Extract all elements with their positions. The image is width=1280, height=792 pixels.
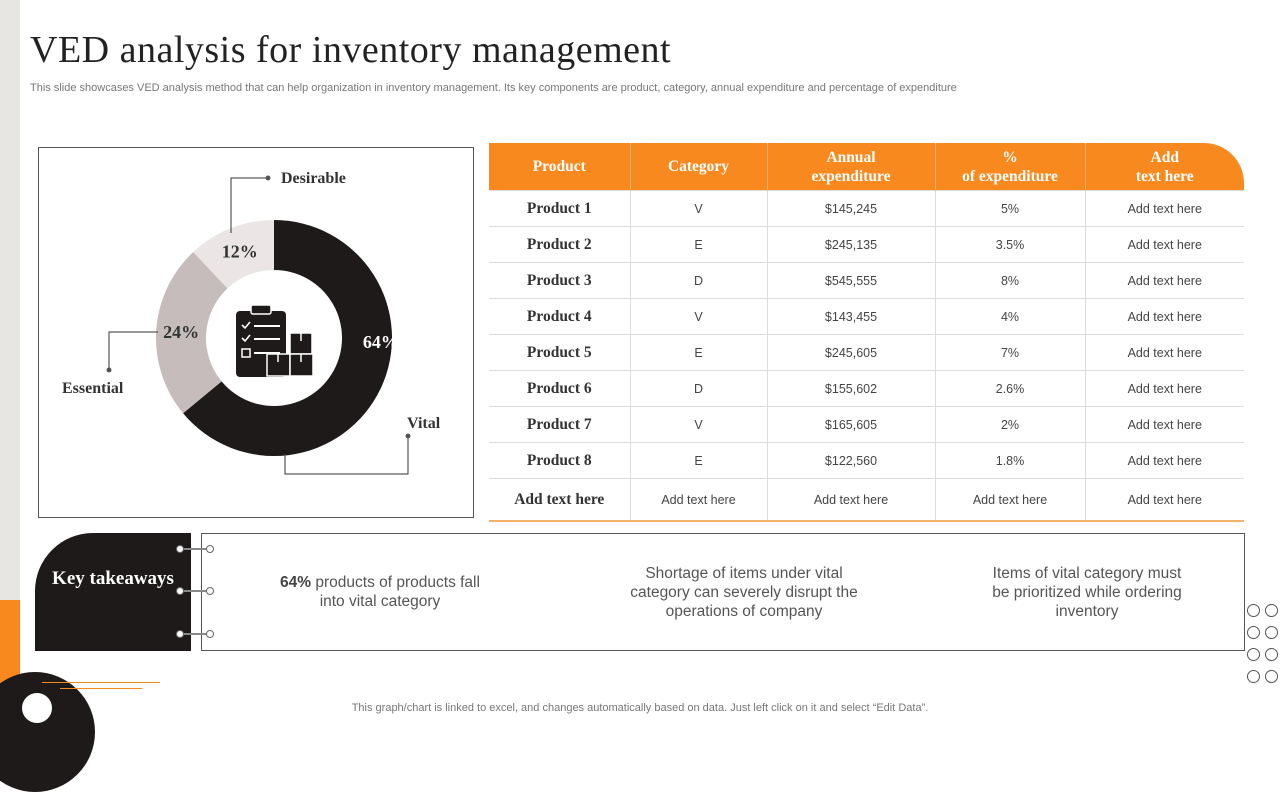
table-cell: 8% [935, 263, 1085, 299]
table-row [489, 479, 1244, 522]
table-cell: E [630, 227, 767, 263]
table-cell: Product 7 [489, 407, 630, 443]
table-cell: Product 4 [489, 299, 630, 335]
table-cell: 7% [935, 335, 1085, 371]
binder-ring [206, 587, 214, 595]
table-cell: Product 3 [489, 263, 630, 299]
table-cell: 2% [935, 407, 1085, 443]
table-row [489, 227, 1244, 263]
table-cell: Add text here [767, 479, 935, 522]
table-cell: Add text here [1085, 191, 1244, 227]
table-cell: $245,605 [767, 335, 935, 371]
table-cell: Product 8 [489, 443, 630, 479]
decor-line [42, 682, 160, 683]
takeaway-2-text: Shortage of items under vital category can severely disrupt the operations of company [630, 565, 858, 620]
donut-label-vital: 64% [362, 332, 399, 353]
callout-dot [406, 434, 411, 439]
table-cell: Add text here [1085, 443, 1244, 479]
column-header: Annual expenditure [767, 143, 935, 191]
table-cell: $245,135 [767, 227, 935, 263]
key-takeaways-heading: Key takeaways [52, 568, 174, 589]
essential-callout-line [109, 332, 158, 370]
table-cell: Product 5 [489, 335, 630, 371]
table-cell: Add text here [1085, 371, 1244, 407]
desirable-label: Desirable [281, 170, 346, 187]
table-cell: Add text here [935, 479, 1085, 522]
table-cell: 4% [935, 299, 1085, 335]
table-cell: $145,245 [767, 191, 935, 227]
table-cell: Product 6 [489, 371, 630, 407]
binder-ring [176, 545, 184, 553]
essential-label: Essential [62, 380, 124, 397]
table-cell: V [630, 191, 767, 227]
table-row [489, 263, 1244, 299]
takeaway-1 [270, 573, 490, 611]
table-cell: 1.8% [935, 443, 1085, 479]
table-cell: Add text here [1085, 479, 1244, 522]
page-subtitle: This slide showcases VED analysis method that can help organization in inventory management. Its key components are product, category, annual expenditure and percentage of expenditure [30, 82, 957, 94]
table-cell: Add text here [1085, 407, 1244, 443]
takeaway-3 [987, 564, 1187, 621]
table-cell: 5% [935, 191, 1085, 227]
takeaway-1-highlight: 64% [280, 574, 312, 591]
column-header: % of expenditure [935, 143, 1085, 191]
table-cell: 2.6% [935, 371, 1085, 407]
table-cell: $545,555 [767, 263, 935, 299]
donut-label-essential: 24% [163, 322, 200, 343]
footer-note: This graph/chart is linked to excel, and changes automatically based on data. Just left click on it and select “Edit Data”. [351, 702, 929, 714]
table-cell: Add text here [1085, 299, 1244, 335]
key-takeaways-tab [35, 533, 191, 651]
table-cell: E [630, 443, 767, 479]
table-row [489, 335, 1244, 371]
table-row [489, 443, 1244, 479]
corner-decor-circle [0, 672, 95, 792]
table-cell: Add text here [1085, 263, 1244, 299]
table-cell: D [630, 263, 767, 299]
table-cell: Product 2 [489, 227, 630, 263]
ved-table [489, 143, 1244, 522]
table-cell: Add text here [489, 479, 630, 522]
binder-ring [176, 630, 184, 638]
table-cell: $122,560 [767, 443, 935, 479]
callout-dot [266, 176, 271, 181]
table-cell: $143,455 [767, 299, 935, 335]
takeaway-1-text: products of products fall into vital category [311, 574, 480, 610]
table-row [489, 371, 1244, 407]
table-row [489, 191, 1244, 227]
page-title: VED analysis for inventory management [30, 29, 672, 71]
column-header: Product [489, 143, 630, 191]
table-cell: $155,602 [767, 371, 935, 407]
callout-dot [107, 368, 112, 373]
donut-chart[interactable] [39, 148, 475, 519]
table-cell: E [630, 335, 767, 371]
takeaway-3-text: Items of vital category must be prioritized while ordering inventory [992, 565, 1182, 620]
binder-ring [176, 587, 184, 595]
column-header: Category [630, 143, 767, 191]
table-cell: 3.5% [935, 227, 1085, 263]
binder-ring [206, 630, 214, 638]
table-cell: Add text here [1085, 227, 1244, 263]
vital-label: Vital [407, 415, 441, 432]
column-header: Add text here [1085, 143, 1244, 191]
table-cell: Add text here [1085, 335, 1244, 371]
table-header-row [489, 143, 1244, 191]
takeaway-2 [614, 564, 874, 621]
binder-ring [206, 545, 214, 553]
table-cell: V [630, 407, 767, 443]
donut-chart-panel[interactable] [38, 147, 474, 518]
table-row [489, 407, 1244, 443]
table-row [489, 299, 1244, 335]
table-cell: V [630, 299, 767, 335]
table-cell: Add text here [630, 479, 767, 522]
table-cell: $165,605 [767, 407, 935, 443]
table-cell: D [630, 371, 767, 407]
donut-label-desirable: 12% [221, 241, 258, 262]
clipboard-checklist-boxes-icon [236, 305, 313, 377]
table-cell: Product 1 [489, 191, 630, 227]
decor-line [60, 688, 142, 689]
